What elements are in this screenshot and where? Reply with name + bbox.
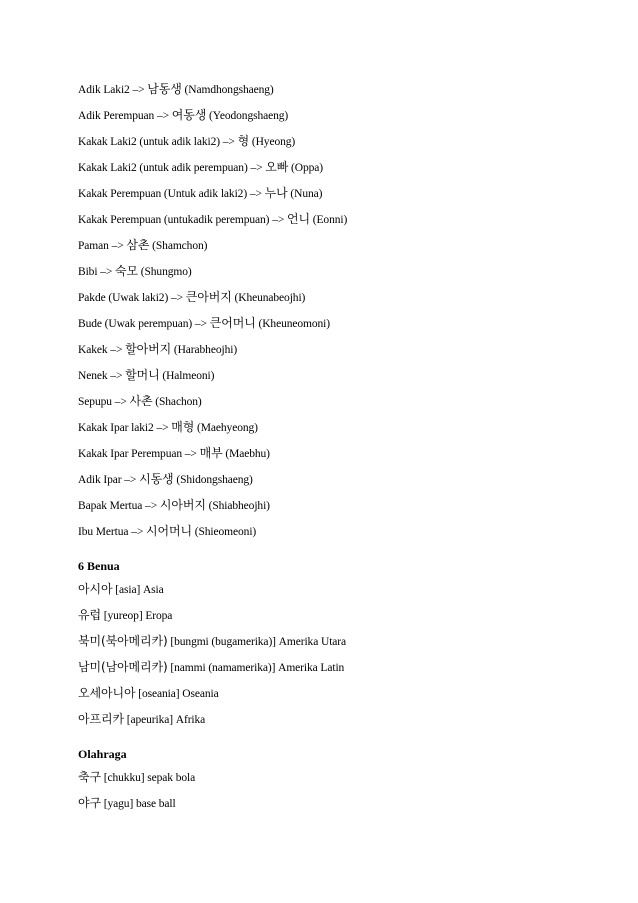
indonesian-term: Kakak Perempuan (untukadik perempuan) –> (78, 214, 287, 226)
korean-term: 삼촌 (126, 238, 150, 252)
family-line (78, 290, 305, 305)
romanization: (Shungmo) (137, 266, 192, 278)
indonesian-term: Sepupu –> (78, 396, 130, 408)
indonesian-term: Adik Perempuan –> (78, 110, 172, 122)
family-line (78, 446, 270, 461)
romanization: (Kheuneomoni) (255, 318, 330, 330)
section-heading-olahraga: Olahraga (78, 747, 127, 761)
korean-term: 큰아버지 (185, 290, 232, 304)
indonesian-term: Kakak Laki2 (untuk adik laki2) –> (78, 136, 238, 148)
romanization: (Halmeoni) (159, 370, 215, 382)
family-line (78, 160, 323, 175)
family-line (78, 394, 202, 409)
korean-term: 시아버지 (159, 498, 206, 512)
indonesian-term: Ibu Mertua –> (78, 526, 146, 538)
indonesian-term: Nenek –> (78, 370, 126, 382)
korean-term: 매부 (199, 446, 223, 460)
translation: [nammi (namamerika)] Amerika Latin (167, 662, 345, 674)
family-line (78, 524, 256, 539)
continent-line (78, 660, 344, 675)
korean-term: 시어머니 (146, 524, 192, 538)
korean-term: 아프리카 (78, 712, 124, 726)
indonesian-term: Adik Ipar –> (78, 474, 140, 486)
family-line (78, 420, 258, 435)
translation: [bungmi (bugamerika)] Amerika Utara (167, 636, 347, 648)
translation: [apeurika] Afrika (123, 714, 206, 726)
korean-term: 시동생 (139, 472, 174, 486)
romanization: (Hyeong) (249, 136, 296, 148)
continent-line (78, 608, 172, 623)
family-line (78, 368, 214, 383)
continent-line (78, 634, 346, 649)
romanization: (Kheunabeojhi) (231, 292, 306, 304)
romanization: (Shieomeoni) (191, 526, 257, 538)
korean-term: 남미(남아메리카) (78, 660, 168, 674)
indonesian-term: Kakak Ipar Perempuan –> (78, 448, 200, 460)
romanization: (Maebhu) (222, 448, 270, 460)
section-heading-benua: 6 Benua (78, 559, 120, 573)
korean-term: 언니 (287, 212, 310, 226)
family-line (78, 82, 274, 97)
korean-term: 매형 (171, 420, 195, 434)
translation: [chukku] sepak bola (100, 772, 196, 784)
family-line (78, 264, 192, 279)
korean-term: 아시아 (78, 582, 113, 596)
sport-line (78, 770, 195, 785)
family-line (78, 472, 253, 487)
korean-term: 남동생 (147, 82, 182, 96)
romanization: (Shamchon) (149, 240, 208, 252)
translation: [yureop] Eropa (100, 610, 173, 622)
korean-term: 할머니 (125, 368, 160, 382)
korean-term: 축구 (78, 770, 101, 784)
translation: [yagu] base ball (100, 798, 176, 810)
continent-line (78, 686, 219, 701)
family-line (78, 498, 270, 513)
romanization: (Shiabheojhi) (205, 500, 270, 512)
korean-term: 할아버지 (125, 342, 172, 356)
family-line (78, 108, 288, 123)
romanization: (Nuna) (287, 188, 323, 200)
indonesian-term: Adik Laki2 –> (78, 84, 148, 96)
romanization: (Shidongshaeng) (173, 474, 253, 486)
romanization: (Shachon) (152, 396, 202, 408)
korean-term: 북미(북아메리카) (78, 634, 168, 648)
family-line (78, 186, 322, 201)
korean-term: 오빠 (265, 160, 289, 174)
indonesian-term: Kakek –> (78, 344, 126, 356)
romanization: (Eonni) (309, 214, 348, 226)
family-line (78, 342, 237, 357)
korean-term: 숙모 (115, 264, 138, 278)
family-line (78, 238, 207, 253)
korean-term: 유럽 (78, 608, 101, 622)
translation: [asia] Asia (112, 584, 164, 596)
family-line (78, 134, 295, 149)
indonesian-term: Paman –> (78, 240, 127, 252)
indonesian-term: Bapak Mertua –> (78, 500, 160, 512)
indonesian-term: Kakak Laki2 (untuk adik perempuan) –> (78, 162, 266, 174)
family-line (78, 212, 347, 227)
translation: [oseania] Oseania (135, 688, 219, 700)
korean-term: 큰어머니 (209, 316, 256, 330)
romanization: (Namdhongshaeng) (181, 84, 274, 96)
romanization: (Oppa) (288, 162, 323, 174)
indonesian-term: Bibi –> (78, 266, 115, 278)
sport-line (78, 796, 176, 811)
korean-term: 사촌 (129, 394, 153, 408)
korean-term: 야구 (78, 796, 101, 810)
indonesian-term: Bude (Uwak perempuan) –> (78, 318, 210, 330)
indonesian-term: Pakde (Uwak laki2) –> (78, 292, 186, 304)
indonesian-term: Kakak Perempuan (Untuk adik laki2) –> (78, 188, 265, 200)
romanization: (Harabheojhi) (171, 344, 238, 356)
korean-term: 형 (237, 134, 250, 148)
romanization: (Yeodongshaeng) (206, 110, 289, 122)
indonesian-term: Kakak Ipar laki2 –> (78, 422, 172, 434)
family-line (78, 316, 330, 331)
korean-term: 누나 (264, 186, 288, 200)
korean-term: 여동생 (171, 108, 207, 122)
korean-term: 오세아니아 (78, 686, 136, 700)
continent-line (78, 712, 205, 727)
romanization: (Maehyeong) (194, 422, 258, 434)
continent-line (78, 582, 164, 597)
